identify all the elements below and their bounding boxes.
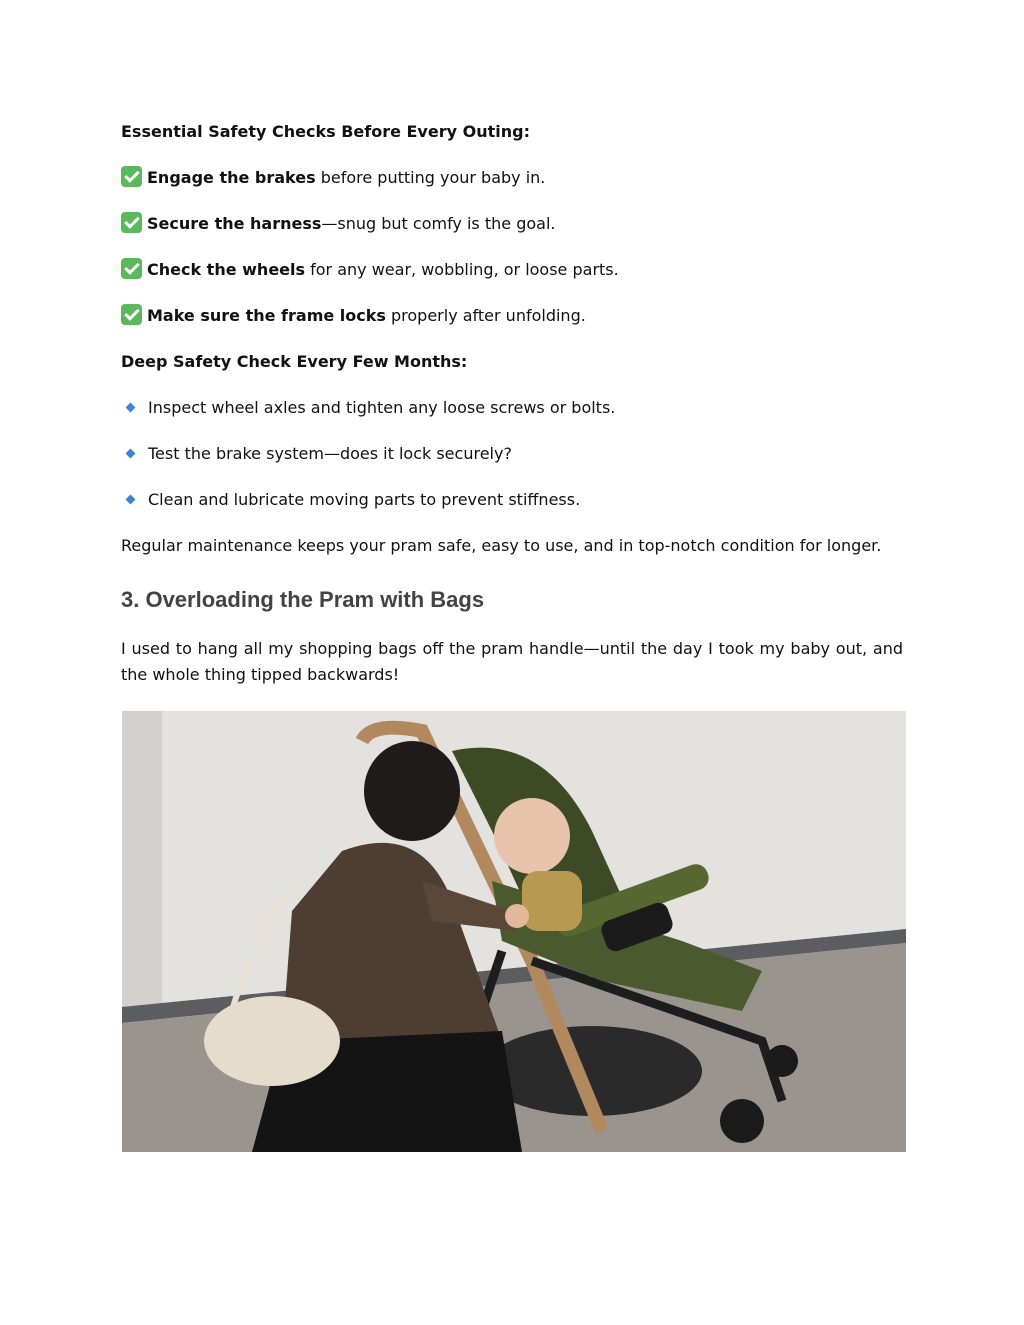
bullet-item (121, 396, 615, 420)
checklist-item-text: before putting your baby in. (315, 168, 546, 187)
photo-illustration (122, 711, 906, 1152)
checklist-item-bold: Engage the brakes (147, 168, 316, 187)
summary-paragraph: Regular maintenance keeps your pram safe, easy to use, and in top-notch condition for longer. (121, 536, 882, 555)
section-body-paragraph: I used to hang all my shopping bags off the pram handle—until the day I took my baby out, and the whole thing tipped backwards! (121, 639, 903, 684)
checklist-item-bold: Check the wheels (147, 260, 306, 279)
checklist-item-text: properly after unfolding. (385, 306, 586, 325)
checklist-item-bold: Secure the harness (147, 214, 322, 233)
bullet-item (121, 488, 580, 512)
bullet-item-text: Test the brake system—does it lock securely? (148, 444, 512, 463)
check-mark-icon (121, 304, 142, 325)
bullet-item-text: Clean and lubricate moving parts to prevent stiffness. (148, 490, 581, 509)
essential-heading: Essential Safety Checks Before Every Outing: (121, 122, 530, 141)
blue-diamond-icon (126, 403, 136, 413)
checklist-item-bold: Make sure the frame locks (147, 306, 386, 325)
blue-diamond-icon (126, 449, 136, 459)
blue-diamond-icon (126, 495, 136, 505)
checklist-item (121, 212, 555, 236)
stroller-photo (122, 711, 906, 1152)
checklist-item-text: for any wear, wobbling, or loose parts. (305, 260, 619, 279)
section-heading: 3. Overloading the Pram with Bags (121, 587, 485, 612)
deep-check-heading: Deep Safety Check Every Few Months: (121, 352, 468, 371)
checklist-item (121, 304, 586, 328)
bullet-item (121, 442, 512, 466)
checklist-item-text: —snug but comfy is the goal. (321, 214, 556, 233)
checklist-item (121, 166, 545, 190)
bullet-item-text: Inspect wheel axles and tighten any loose screws or bolts. (148, 398, 616, 417)
checklist-item (121, 258, 619, 282)
check-mark-icon (121, 212, 142, 233)
check-mark-icon (121, 166, 142, 187)
check-mark-icon (121, 258, 142, 279)
